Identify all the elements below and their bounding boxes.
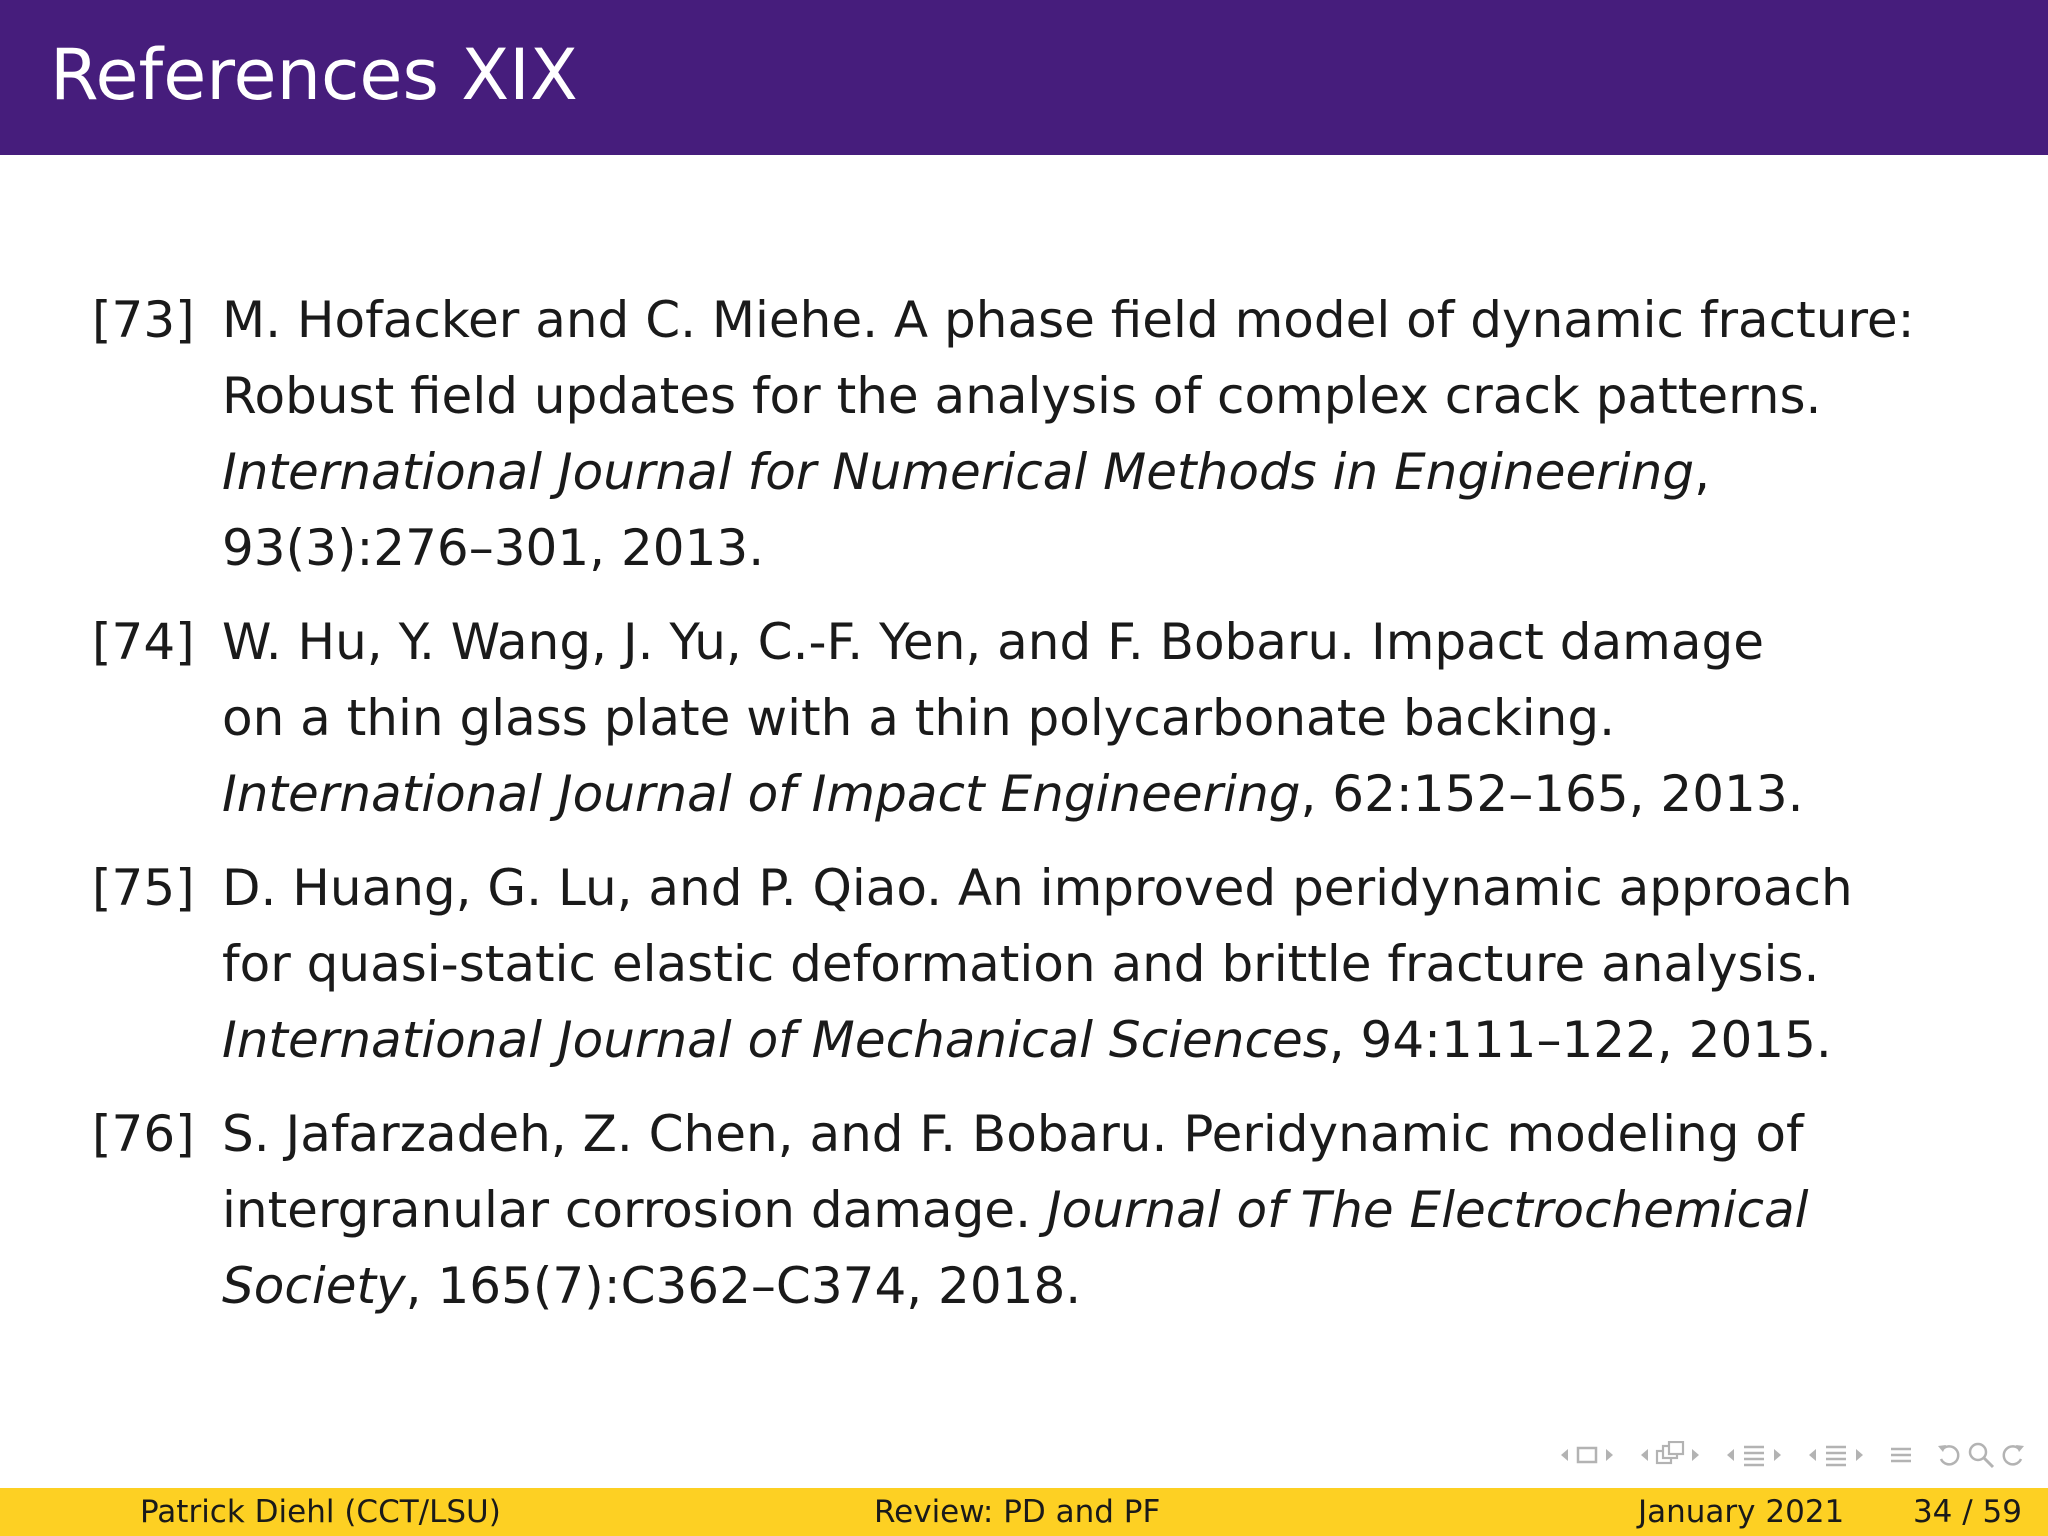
reference-text bbox=[222, 1096, 2048, 1324]
citation-text: , bbox=[1694, 443, 1711, 501]
reference-line bbox=[222, 434, 2048, 510]
reference-entry-73 bbox=[0, 282, 2048, 586]
reference-line bbox=[222, 680, 2048, 756]
reference-number: [76] bbox=[92, 1105, 195, 1163]
arrow-left-icon[interactable] bbox=[1806, 1447, 1818, 1463]
reference-list bbox=[0, 282, 2048, 1342]
arrow-left-icon[interactable] bbox=[1638, 1447, 1650, 1463]
citation-text: , 62:152–165, 2013. bbox=[1300, 765, 1804, 823]
journal-title: Society bbox=[222, 1257, 406, 1315]
slide-title: References XIX bbox=[50, 34, 578, 116]
section-navigation bbox=[1724, 1443, 1784, 1467]
reference-line bbox=[222, 926, 2048, 1002]
reference-number: [73] bbox=[92, 291, 195, 349]
reference-entry-75 bbox=[0, 850, 2048, 1078]
reference-line bbox=[222, 510, 2048, 586]
reference-line bbox=[222, 604, 2048, 680]
align-icon[interactable] bbox=[1888, 1443, 1914, 1467]
outline-navigation bbox=[1806, 1443, 1866, 1467]
frame-navigation bbox=[1558, 1445, 1616, 1465]
journal-title: International Journal of Impact Engineering bbox=[222, 765, 1301, 823]
arrow-right-icon[interactable] bbox=[1854, 1447, 1866, 1463]
search-icon[interactable] bbox=[1967, 1441, 1995, 1469]
reference-line bbox=[222, 1096, 2048, 1172]
reference-text bbox=[222, 282, 2048, 586]
arrow-left-icon[interactable] bbox=[1558, 1447, 1570, 1463]
citation-text: for quasi-static elastic deformation and brittle fracture analysis. bbox=[222, 935, 1820, 993]
arrow-left-icon[interactable] bbox=[1724, 1447, 1736, 1463]
subsection-icon[interactable] bbox=[1655, 1441, 1685, 1469]
footer-date: January 2021 bbox=[1638, 1494, 1845, 1530]
journal-title: Journal of The Electrochemical bbox=[1046, 1181, 1809, 1239]
subsection-navigation bbox=[1638, 1441, 1702, 1469]
reference-text bbox=[222, 604, 2048, 832]
align-control bbox=[1888, 1443, 1914, 1467]
reference-line bbox=[222, 1002, 2048, 1078]
citation-text: intergranular corrosion damage. bbox=[222, 1181, 1047, 1239]
frame-icon[interactable] bbox=[1575, 1445, 1599, 1465]
reference-line bbox=[222, 282, 2048, 358]
footer-talk-title: Review: PD and PF bbox=[874, 1494, 1161, 1530]
journal-title: International Journal for Numerical Methods in Engineering bbox=[222, 443, 1695, 501]
beamer-navigation-bar bbox=[1544, 1440, 2026, 1470]
reference-entry-76 bbox=[0, 1096, 2048, 1324]
outline-icon[interactable] bbox=[1823, 1443, 1849, 1467]
undo-icon[interactable] bbox=[1936, 1442, 1962, 1468]
citation-text: on a thin glass plate with a thin polycarbonate backing. bbox=[222, 689, 1615, 747]
citation-text: Robust field updates for the analysis of complex crack patterns. bbox=[222, 367, 1822, 425]
citation-text: D. Huang, G. Lu, and P. Qiao. An improved peridynamic approach bbox=[222, 859, 1853, 917]
citation-text: 93(3):276–301, 2013. bbox=[222, 519, 765, 577]
citation-text: M. Hofacker and C. Miehe. A phase field model of dynamic fracture: bbox=[222, 291, 1915, 349]
footer-page-number: 34 / 59 bbox=[1912, 1494, 2022, 1530]
citation-text: S. Jafarzadeh, Z. Chen, and F. Bobaru. Peridynamic modeling of bbox=[222, 1105, 1804, 1163]
footer-bar bbox=[0, 1488, 2048, 1536]
reference-number: [75] bbox=[92, 859, 195, 917]
reference-text bbox=[222, 850, 2048, 1078]
citation-text: , 165(7):C362–C374, 2018. bbox=[405, 1257, 1082, 1315]
arrow-right-icon[interactable] bbox=[1604, 1447, 1616, 1463]
search-controls bbox=[1936, 1441, 2026, 1469]
citation-text: W. Hu, Y. Wang, J. Yu, C.-F. Yen, and F. Bobaru. Impact damage bbox=[222, 613, 1764, 671]
arrow-right-icon[interactable] bbox=[1690, 1447, 1702, 1463]
reference-line bbox=[222, 756, 2048, 832]
reference-line bbox=[222, 1172, 2048, 1248]
footer-author: Patrick Diehl (CCT/LSU) bbox=[140, 1494, 501, 1530]
reference-entry-74 bbox=[0, 604, 2048, 832]
arrow-right-icon[interactable] bbox=[1772, 1447, 1784, 1463]
title-bar bbox=[0, 0, 2048, 155]
reference-number: [74] bbox=[92, 613, 195, 671]
citation-text: , 94:111–122, 2015. bbox=[1328, 1011, 1832, 1069]
reference-line bbox=[222, 1248, 2048, 1324]
journal-title: International Journal of Mechanical Sciences bbox=[222, 1011, 1329, 1069]
reference-line bbox=[222, 358, 2048, 434]
reference-line bbox=[222, 850, 2048, 926]
redo-icon[interactable] bbox=[2000, 1442, 2026, 1468]
section-icon[interactable] bbox=[1741, 1443, 1767, 1467]
